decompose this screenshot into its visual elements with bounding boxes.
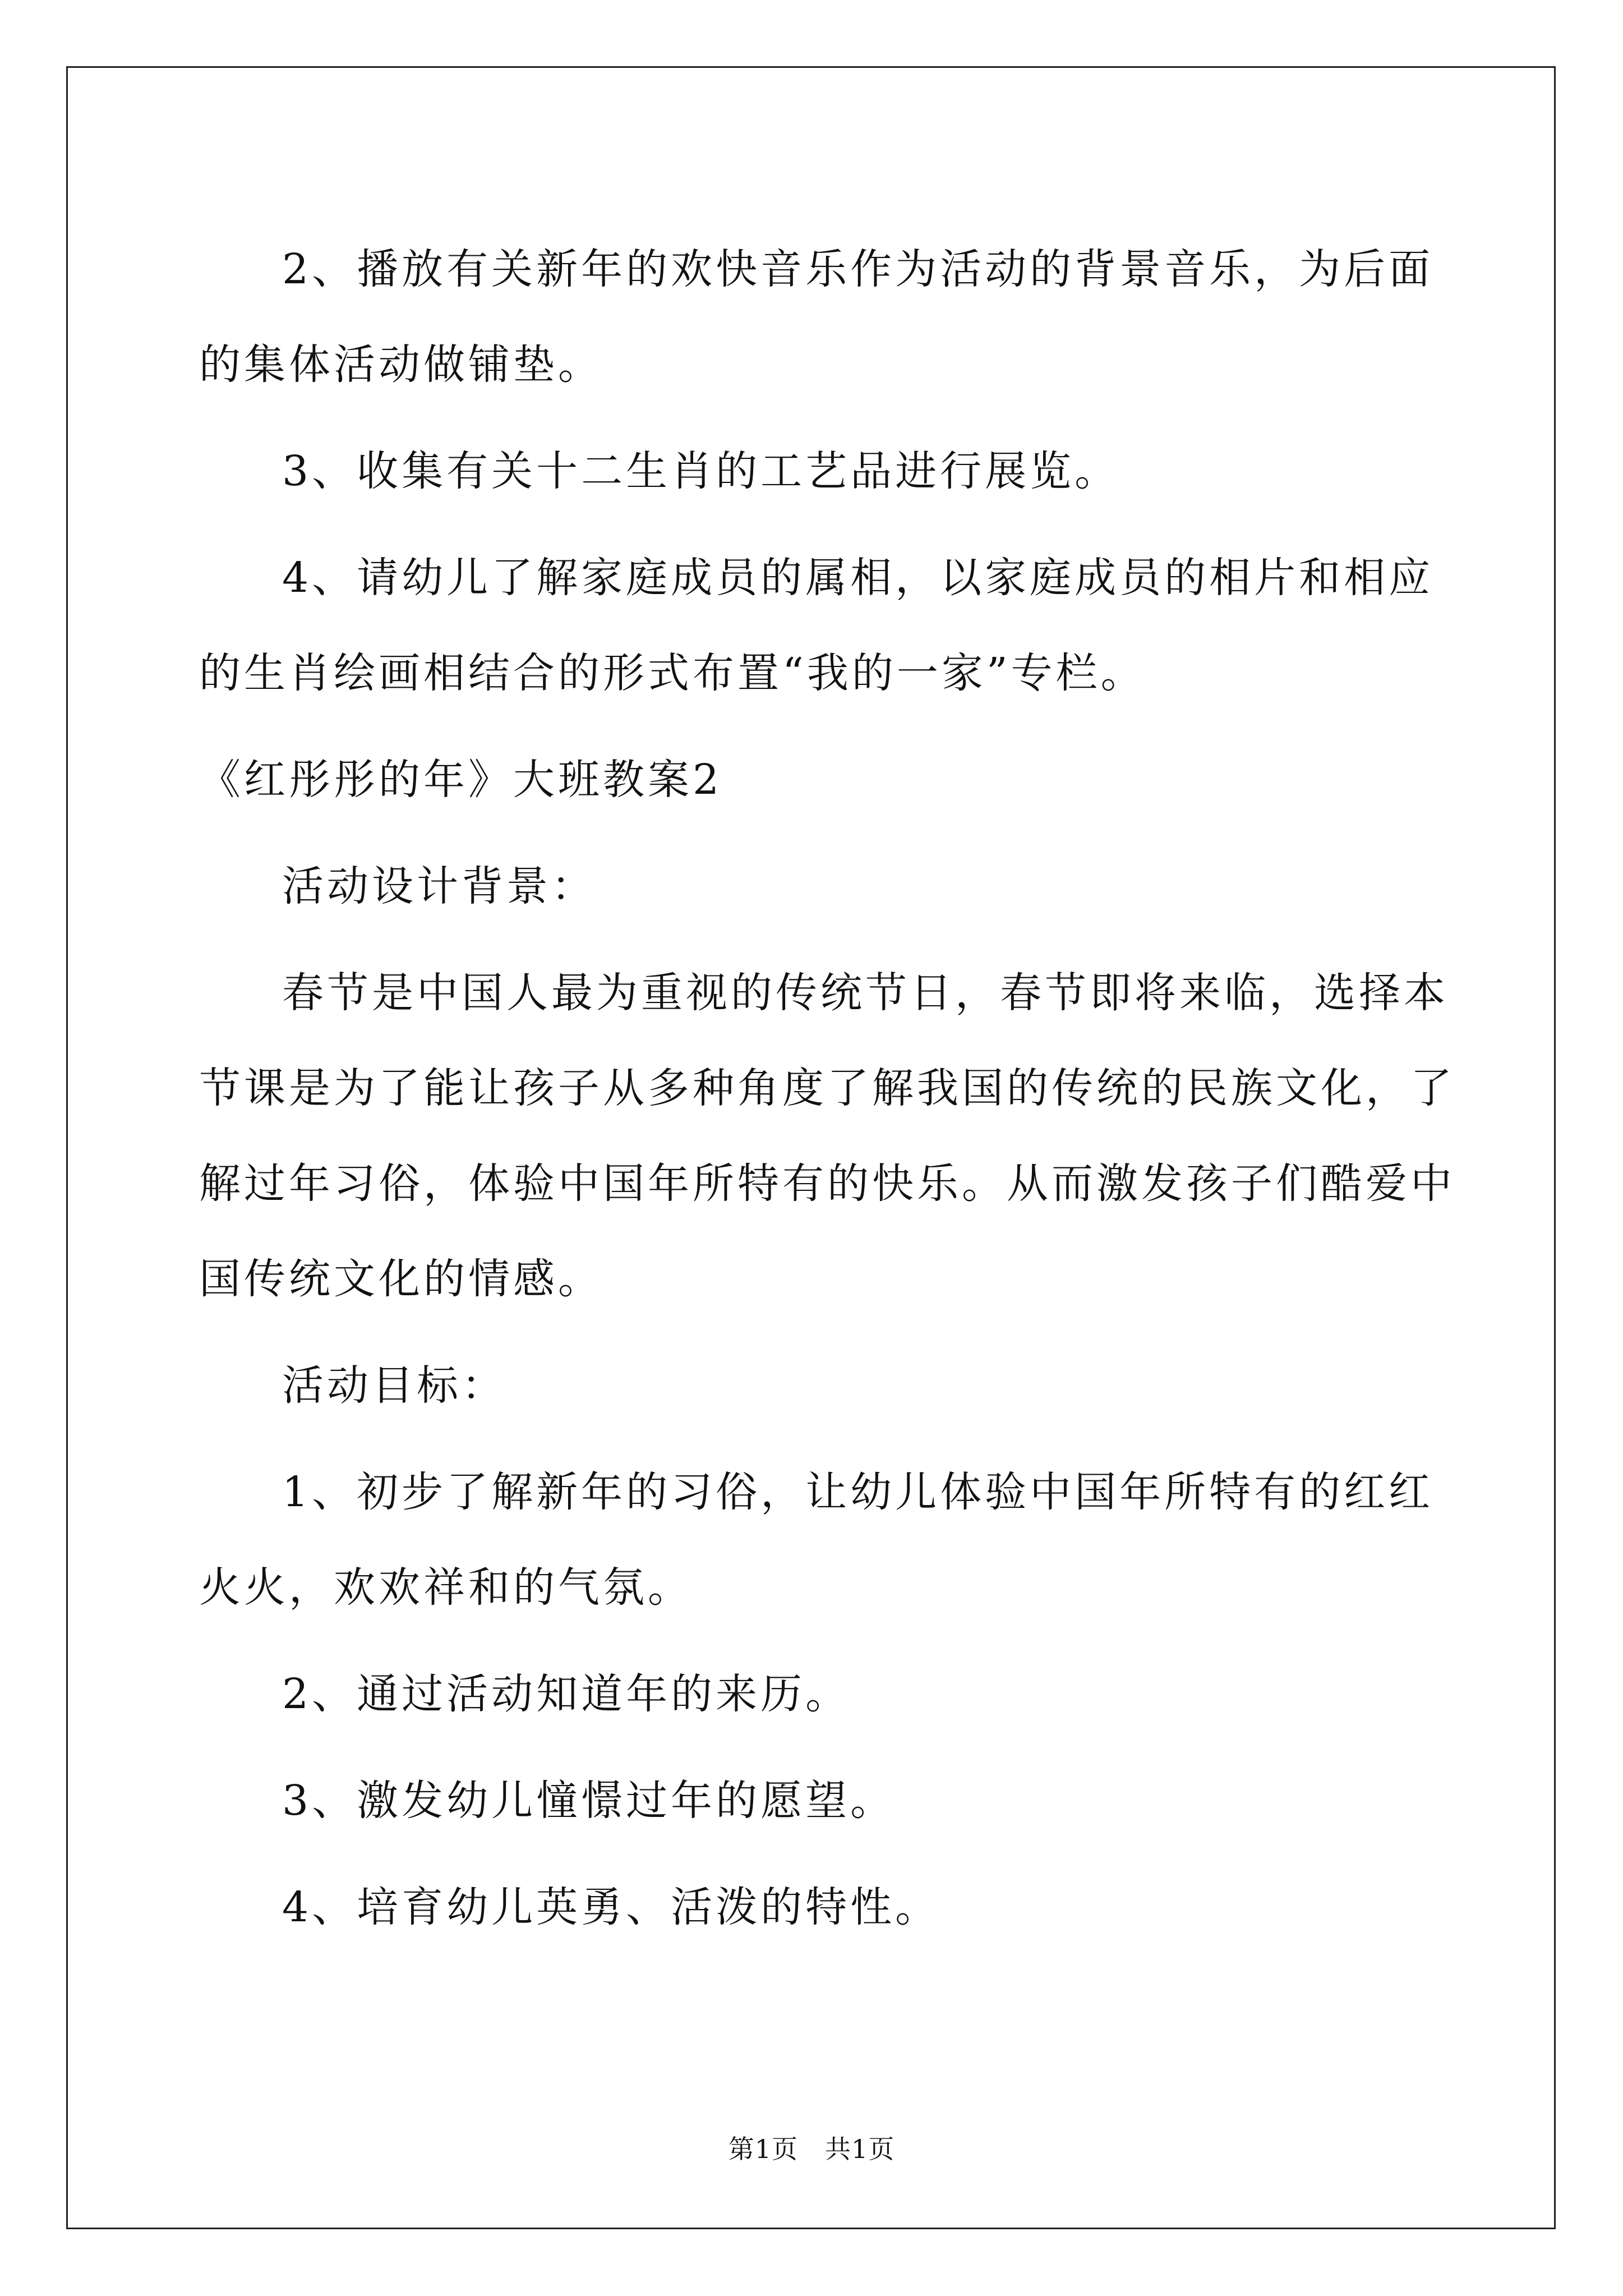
subheading-background: 活动设计背景： — [282, 862, 596, 910]
page-total: 共1页 — [825, 2134, 895, 2164]
paragraph-prep-3: 3、收集有关十二生肖的工艺品进行展览。 — [282, 447, 1120, 495]
goal-item-4: 4、培育幼儿英勇、活泼的特性。 — [282, 1883, 940, 1931]
section-title: 《红彤彤的年》大班教案2 — [199, 756, 723, 804]
paragraph-prep-4: 4、请幼儿了解家庭成员的属相，以家庭成员的相片和相应的生肖绘画相结合的形式布置“我的一家”专栏。 — [199, 554, 1434, 697]
document-body — [199, 222, 1461, 1966]
goal-item-1: 1、初步了解新年的习俗，让幼儿体验中国年所特有的红红火火，欢欢祥和的气氛。 — [199, 1468, 1434, 1612]
paragraph-prep-2: 2、播放有关新年的欢快音乐作为活动的背景音乐，为后面的集体活动做铺垫。 — [199, 245, 1434, 389]
page-footer — [0, 2129, 1623, 2166]
paragraph-background: 春节是中国人最为重视的传统节日，春节即将来临，选择本节课是为了能让孩子从多种角度了解我国的传统的民族文化，了解过年习俗，体验中国年所特有的快乐。从而激发孩子们酷爱中国传统文化的情感。 — [199, 969, 1455, 1303]
subheading-goals: 活动目标： — [282, 1361, 506, 1410]
goal-item-2: 2、通过活动知道年的来历。 — [282, 1670, 851, 1718]
goal-item-3: 3、激发幼儿憧憬过年的愿望。 — [282, 1777, 896, 1825]
page-number: 第1页 — [728, 2134, 798, 2164]
